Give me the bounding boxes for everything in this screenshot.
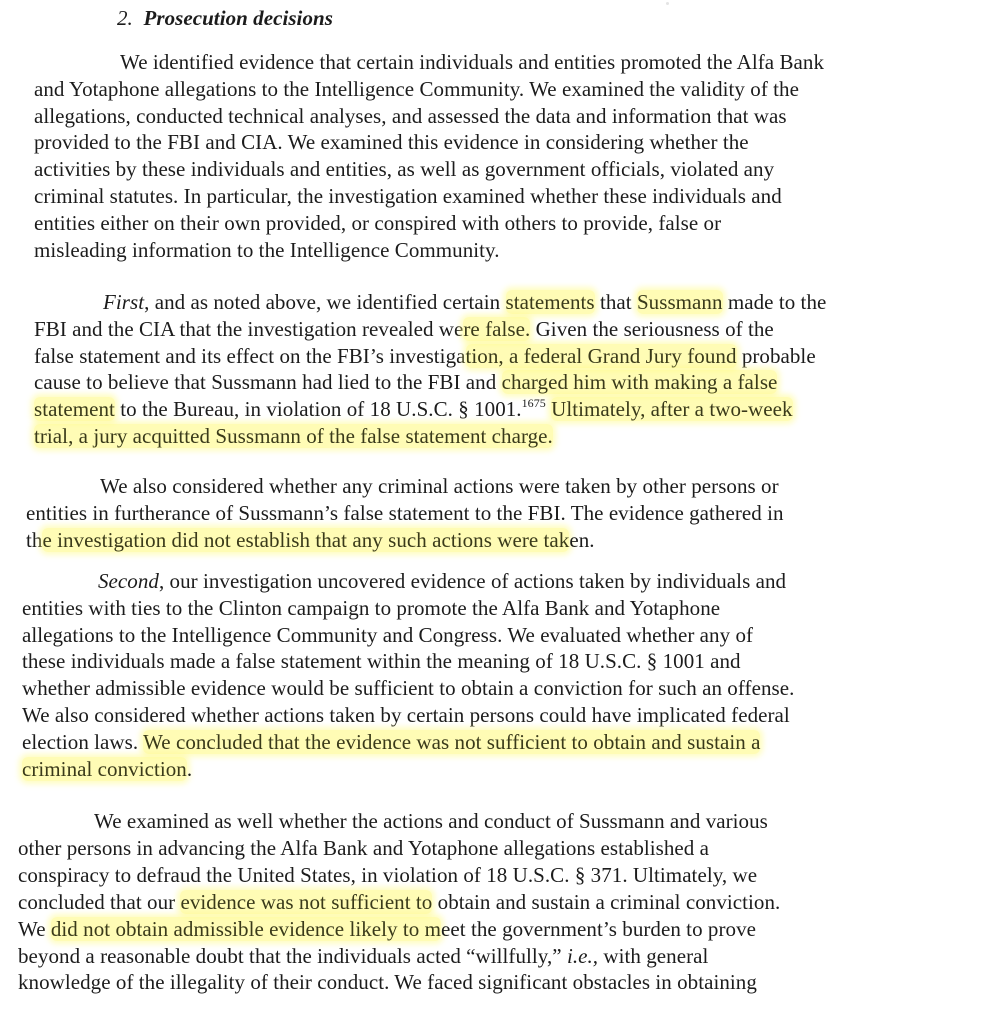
- footnote-ref: 1675: [521, 396, 546, 411]
- highlighted-text: statement: [34, 397, 115, 422]
- highlighted-text: did not obtain admissible evidence likely to m: [50, 916, 442, 941]
- text-run: entities with ties to the Clinton campaign to promote the Alfa Bank and Yotaphone: [22, 595, 721, 620]
- text-line: [34, 103, 787, 129]
- text-run: concluded that our: [18, 889, 181, 914]
- section-number: 2.: [117, 6, 133, 30]
- text-run: knowledge of the illegality of their conduct. We faced significant obstacles in obtaining: [18, 970, 757, 995]
- text-line: [26, 500, 784, 526]
- highlighted-text: Ultimately, after a two-week: [551, 397, 793, 422]
- text-run: other persons in advancing the Alfa Bank and Yotaphone allegations established a: [18, 835, 710, 860]
- text-line: [34, 343, 816, 369]
- text-run: with general: [598, 943, 709, 968]
- text-run: eet the government’s burden to prove: [441, 916, 756, 941]
- section-heading: [117, 5, 333, 31]
- highlighted-text: charged him with making a false: [501, 370, 778, 395]
- highlighted-text: tion, a federal Grand Jury found: [465, 343, 737, 368]
- text-run: , our investigation uncovered evidence of actions taken by individuals and: [158, 569, 787, 593]
- text-line: [34, 396, 793, 422]
- text-run: entities either on their own provided, or conspired with others to provide, false or: [34, 210, 722, 235]
- text-line: [98, 568, 786, 594]
- italic-text: i.e.,: [566, 943, 599, 968]
- text-line: [22, 675, 794, 701]
- text-run: provided to the FBI and CIA. We examined this evidence in considering whether the: [34, 130, 749, 155]
- text-line: [34, 183, 782, 209]
- text-line: [22, 756, 192, 782]
- highlighted-text: evidence was not sufficient to: [180, 889, 433, 914]
- text-run: misleading information to the Intelligence Community.: [34, 237, 500, 262]
- highlighted-text: trial, a jury acquitted Sussmann of the false statement charge.: [34, 424, 553, 448]
- text-line: [34, 156, 774, 182]
- text-run: activities by these individuals and entities, as well as government officials, violated any: [34, 157, 775, 182]
- highlighted-text: re false.: [463, 316, 531, 341]
- text-line: [22, 595, 720, 621]
- text-run: entities in furtherance of Sussmann’s false statement to the FBI. The evidence gathered in: [26, 500, 784, 525]
- text-run: allegations, conducted technical analyses, and assessed the data and information that was: [34, 103, 787, 128]
- text-line: [34, 423, 553, 449]
- text-run: election laws.: [22, 729, 144, 754]
- text-line: [22, 702, 790, 728]
- text-line: [34, 369, 777, 395]
- highlighted-text: statements: [505, 290, 595, 314]
- text-run: to the Bureau, in violation of 18 U.S.C. § 1001.: [114, 397, 522, 422]
- text-line: [103, 289, 826, 315]
- text-run: FBI and the CIA that the investigation revealed we: [34, 316, 464, 341]
- text-run: , and as noted above, we identified certain: [144, 290, 506, 314]
- text-line: [18, 943, 708, 969]
- text-line: [34, 76, 799, 102]
- text-line: [100, 473, 779, 499]
- text-run: whether admissible evidence would be sufficient to obtain a conviction for such an offense.: [22, 676, 795, 701]
- text-run: We identified evidence that certain individuals and entities promoted the Alfa Bank: [120, 50, 824, 74]
- text-run: that: [594, 290, 637, 314]
- text-run: We also considered whether actions taken by certain persons could have implicated federal: [22, 703, 790, 727]
- highlighted-text: Sussmann: [636, 290, 723, 314]
- text-run: conspiracy to defraud the United States, in violation of 18 U.S.C. § 371. Ultimately, we: [18, 862, 758, 887]
- text-run: We: [18, 916, 51, 941]
- text-line: [120, 49, 824, 75]
- text-run: probable: [736, 343, 816, 368]
- italic-text: Second: [98, 569, 159, 593]
- text-run: We also considered whether any criminal actions were taken by other persons or: [100, 474, 779, 498]
- text-line: [18, 889, 780, 915]
- text-run: obtain and sustain a criminal conviction.: [432, 889, 781, 914]
- highlighted-text: We concluded that the evidence was not sufficient to obtain and sustain a: [143, 729, 761, 754]
- text-line: [18, 835, 709, 861]
- text-line: [26, 527, 595, 553]
- section-title: Prosecution decisions: [143, 6, 333, 30]
- text-run: .: [186, 756, 193, 781]
- text-line: [22, 648, 741, 674]
- text-line: [34, 237, 500, 263]
- text-run: cause to believe that Sussmann had lied to the FBI and: [34, 370, 502, 395]
- text-line: [22, 622, 753, 648]
- text-run: these individuals made a false statement within the meaning of 18 U.S.C. § 1001 and: [22, 649, 741, 674]
- text-run: allegations to the Intelligence Community and Congress. We evaluated whether any of: [22, 622, 754, 647]
- text-line: [18, 862, 757, 888]
- text-line: [34, 316, 774, 342]
- text-run: criminal statutes. In particular, the investigation examined whether these individuals and: [34, 184, 782, 208]
- text-run: th: [26, 527, 43, 552]
- text-run: beyond a reasonable doubt that the individuals acted “willfully,”: [18, 943, 567, 968]
- italic-text: First: [103, 290, 145, 314]
- text-line: [94, 808, 768, 834]
- text-run: made to the: [722, 290, 827, 314]
- highlighted-text: criminal conviction: [22, 756, 187, 781]
- text-line: [34, 210, 721, 236]
- text-line: [18, 969, 757, 995]
- scan-speck: [666, 2, 669, 5]
- text-run: false statement and its effect on the FBI’s investiga: [34, 343, 466, 368]
- text-line: [34, 129, 749, 155]
- text-run: en.: [569, 527, 595, 552]
- text-run: and Yotaphone allegations to the Intelligence Community. We examined the validity of the: [34, 76, 799, 101]
- text-line: [22, 729, 760, 755]
- highlighted-text: e investigation did not establish that any such actions were tak: [42, 527, 570, 552]
- text-line: [18, 916, 756, 942]
- text-run: Given the seriousness of the: [530, 316, 774, 341]
- text-run: We examined as well whether the actions and conduct of Sussmann and various: [94, 809, 768, 833]
